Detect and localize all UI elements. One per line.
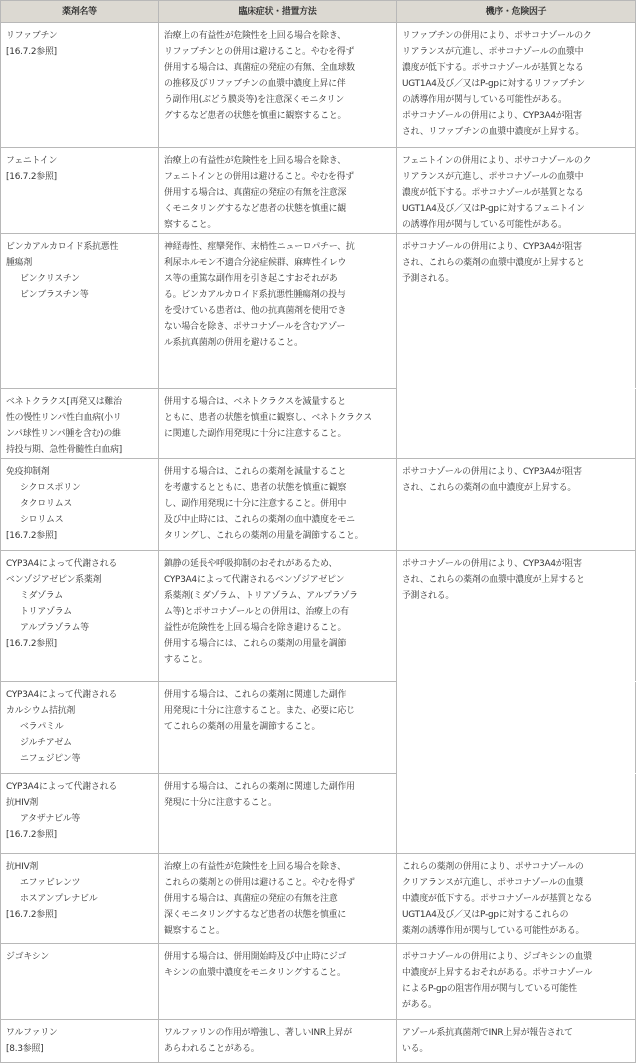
mechanism-text-line: アゾール系抗真菌剤でINR上昇が報告されて: [402, 1028, 573, 1038]
drug-text-line: [16.7.2参照]: [6, 47, 57, 57]
drug-name-cell: [1, 459, 159, 551]
mechanism-text-line: ポサコナゾールの併用により、CYP3A4が阻害: [402, 559, 582, 569]
clinical-text-line: 併用する場合は、ベネトクラクスを減量すると: [164, 397, 346, 407]
drug-text-line: [16.7.2参照]: [6, 172, 57, 182]
drug-name-cell: [1, 389, 159, 459]
mechanism-text-line: され、これらの薬剤の血漿中濃度が上昇すると: [402, 575, 585, 585]
table-row: [1, 389, 636, 459]
clinical-text-line: 用発現に十分に注意すること。また、必要に応じ: [164, 706, 355, 716]
header-clinical-symptoms: 臨床症状・措置方法: [159, 1, 397, 23]
mechanism-text-line: 予測される。: [402, 591, 455, 601]
drug-text-line: ジゴキシン: [6, 952, 50, 962]
drug-text-line: ベネトクラクス[再発又は難治: [6, 397, 122, 407]
mechanism-text-line: 濃度が低下する。ポサコナゾールが基質となる: [402, 63, 584, 73]
table-row: [1, 148, 636, 234]
drug-text-line: ベラパミル: [20, 722, 64, 732]
drug-text-line: ビンブラスチン等: [20, 290, 89, 300]
clinical-text-line: てこれらの薬剤の用量を調節すること。: [164, 722, 321, 732]
header-mechanism: 機序・危険因子: [397, 1, 636, 23]
drug-text-line: ジルチアゼム: [20, 738, 72, 748]
clinical-text-line: くモニタリングするなど患者の状態を慎重に観: [164, 204, 346, 214]
drug-text-line: タクロリムス: [20, 499, 73, 509]
clinical-text-line: 併用する場合は、真菌症の発症の有無を注意深: [164, 188, 347, 198]
clinical-text-line: の推移及びリファブチンの血漿中濃度上昇に伴: [164, 79, 346, 89]
clinical-text-line: ス等の重篤な副作用を引き起こすおそれがあ: [164, 274, 338, 284]
mechanism-text-line: ポサコナゾールの併用により、CYP3A4が阻害: [402, 467, 582, 477]
drug-name-cell: [1, 23, 159, 148]
clinical-text-line: 鎮静の延長や呼吸抑制のおそれがあるため、: [164, 559, 338, 569]
clinical-text-line: 系薬剤(ミダゾラム、トリアゾラム、アルプラゾラ: [164, 591, 358, 601]
mechanism-text-line: リアランスが亢進し、ポサコナゾールの血漿中: [402, 47, 584, 57]
mechanism-text-line: 中濃度が低下する。ポサコナゾールが基質となる: [402, 894, 593, 904]
drug-name-cell: [1, 1020, 159, 1063]
mechanism-text-line: 予測される。: [402, 274, 455, 284]
mechanism-text-line: がある。: [402, 1000, 437, 1010]
table-row: [1, 774, 636, 854]
mechanism-text-line: の誘導作用が関与している可能性がある。: [402, 95, 567, 105]
drug-text-line: 抗HIV剤: [6, 798, 39, 808]
drug-text-line: 性の慢性リンパ性白血病(小リ: [6, 413, 122, 423]
drug-text-line: ワルファリン: [6, 1028, 58, 1038]
clinical-text-line: 治療上の有益性が危険性を上回る場合を除き、: [164, 862, 346, 872]
clinical-text-line: に関連した副作用発現に十分に注意すること。: [164, 429, 347, 439]
mechanism-cell: [397, 682, 636, 774]
table-row: [1, 234, 636, 389]
clinical-text-line: し、副作用発現に十分に注意すること。併用中: [164, 499, 347, 509]
clinical-text-line: 深くモニタリングするなど患者の状態を慎重に: [164, 910, 346, 920]
clinical-text-line: う副作用(ぶどう膜炎等)を注意深くモニタリン: [164, 95, 345, 105]
clinical-text-line: 併用する場合は、これらの薬剤に関連した副作: [164, 690, 347, 700]
clinical-text-line: 神経毒性、痙攣発作、末梢性ニューロパチー、抗: [164, 242, 355, 252]
drug-text-line: ミダゾラム: [20, 591, 64, 601]
table-row: [1, 23, 636, 148]
clinical-text-line: ない場合を除き、ポサコナゾールを含むアゾー: [164, 322, 346, 332]
clinical-text-line: これらの薬剤との併用は避けること。やむを得ず: [164, 878, 355, 888]
clinical-text-line: キシンの血漿中濃度をモニタリングすること。: [164, 968, 346, 978]
table-row: [1, 551, 636, 682]
drug-text-line: CYP3A4によって代謝される: [6, 559, 118, 569]
drug-text-line: ンパ球性リンパ腫を含む)の維: [6, 429, 121, 439]
drug-text-line: [16.7.2参照]: [6, 531, 57, 541]
mechanism-text-line: ポサコナゾールの併用により、CYP3A4が阻害: [402, 111, 582, 121]
drug-text-line: エファビレンツ: [20, 878, 81, 888]
drug-text-line: 腫瘍剤: [6, 258, 33, 268]
drug-text-line: [16.7.2参照]: [6, 910, 57, 920]
mechanism-text-line: され、これらの薬剤の血漿中濃度が上昇すると: [402, 258, 585, 268]
mechanism-cell: [397, 944, 636, 1020]
clinical-symptoms-cell: [159, 682, 397, 774]
drug-text-line: ビンカアルカロイド系抗悪性: [6, 242, 119, 252]
clinical-text-line: 及び中止時には、これらの薬剤の血中濃度をモニ: [164, 515, 355, 525]
clinical-text-line: を考慮するとともに、患者の状態を慎重に観察: [164, 483, 347, 493]
mechanism-text-line: され、これらの薬剤の血中濃度が上昇する。: [402, 483, 577, 493]
drug-text-line: フェニトイン: [6, 156, 58, 166]
mechanism-text-line: 濃度が低下する。ポサコナゾールが基質となる: [402, 188, 584, 198]
drug-text-line: 持投与期、急性骨髄性白血病]: [6, 445, 123, 455]
clinical-text-line: 併用する場合は、これらの薬剤を減量すること: [164, 467, 347, 477]
clinical-text-line: 観察すること。: [164, 926, 225, 936]
clinical-symptoms-cell: [159, 774, 397, 854]
mechanism-cell: [397, 459, 636, 551]
drug-text-line: カルシウム拮抗剤: [6, 706, 76, 716]
drug-text-line: [16.7.2参照]: [6, 639, 57, 649]
clinical-text-line: タリングし、これらの薬剤の用量を調節すること。: [164, 531, 364, 541]
mechanism-text-line: フェニトインの併用により、ポサコナゾールのク: [402, 156, 592, 166]
clinical-text-line: ル系抗真菌剤の併用を避けること。: [164, 338, 303, 348]
clinical-text-line: グするなど患者の状態を慎重に観察すること。: [164, 111, 347, 121]
mechanism-cell: [397, 774, 636, 854]
clinical-symptoms-cell: [159, 1020, 397, 1063]
clinical-symptoms-cell: [159, 459, 397, 551]
table-row: [1, 682, 636, 774]
clinical-text-line: 併用する場合には、これらの薬剤の用量を調節: [164, 639, 347, 649]
mechanism-text-line: これらの薬剤の併用により、ポサコナゾールの: [402, 862, 584, 872]
mechanism-text-line: 中濃度が上昇するおそれがある。ポサコナゾール: [402, 968, 593, 978]
drug-text-line: シクロスポリン: [20, 483, 81, 493]
clinical-symptoms-cell: [159, 854, 397, 944]
clinical-text-line: 察すること。: [164, 220, 217, 230]
mechanism-text-line: UGT1A4及び／又はP-gpに対するフェニトイン: [402, 204, 585, 214]
drug-text-line: アタザナビル等: [20, 814, 81, 824]
clinical-text-line: 併用する場合は、併用開始時及び中止時にジゴ: [164, 952, 347, 962]
clinical-text-line: CYP3A4によって代謝されるベンゾジアゼピン: [164, 575, 345, 585]
mechanism-cell: [397, 389, 636, 459]
clinical-text-line: 発現に十分に注意すること。: [164, 798, 277, 808]
clinical-text-line: る。ビンカアルカロイド系抗悪性腫瘍剤の投与: [164, 290, 346, 300]
drug-name-cell: [1, 148, 159, 234]
drug-text-line: CYP3A4によって代謝される: [6, 690, 118, 700]
drug-text-line: CYP3A4によって代謝される: [6, 782, 118, 792]
drug-text-line: シロリムス: [20, 515, 64, 525]
clinical-text-line: すること。: [164, 655, 208, 665]
clinical-text-line: 利尿ホルモン不適合分泌症候群、麻痺性イレウ: [164, 258, 347, 268]
clinical-symptoms-cell: [159, 551, 397, 682]
mechanism-cell: [397, 23, 636, 148]
drug-text-line: ベンゾジアゼピン系薬剤: [6, 575, 102, 585]
mechanism-text-line: ポサコナゾールの併用により、ジゴキシンの血漿: [402, 952, 592, 962]
drug-text-line: [16.7.2参照]: [6, 830, 57, 840]
drug-text-line: リファブチン: [6, 31, 58, 41]
clinical-text-line: リファブチンとの併用は避けること。やむを得ず: [164, 47, 355, 57]
clinical-symptoms-cell: [159, 944, 397, 1020]
clinical-text-line: を受けている患者は、他の抗真菌剤を使用でき: [164, 306, 347, 316]
drug-name-cell: [1, 682, 159, 774]
mechanism-text-line: によるP-gpの阻害作用が関与している可能性: [402, 984, 577, 994]
mechanism-cell: [397, 148, 636, 234]
drug-name-cell: [1, 551, 159, 682]
mechanism-text-line: UGT1A4及び／又はP-gpに対するリファブチン: [402, 79, 585, 89]
table-row: [1, 459, 636, 551]
table-row: [1, 944, 636, 1020]
clinical-text-line: フェニトインとの併用は避けること。やむを得ず: [164, 172, 354, 182]
clinical-text-line: 治療上の有益性が危険性を上回る場合を除き、: [164, 156, 346, 166]
mechanism-text-line: され、リファブチンの血漿中濃度が上昇する。: [402, 127, 585, 137]
clinical-symptoms-cell: [159, 234, 397, 389]
mechanism-cell: [397, 551, 636, 682]
clinical-symptoms-cell: [159, 23, 397, 148]
clinical-text-line: 併用する場合は、真菌症の発症の有無を注意: [164, 894, 338, 904]
clinical-text-line: 併用する場合は、真菌症の発症の有無、全血球数: [164, 63, 355, 73]
header-drug-name: 薬剤名等: [1, 1, 159, 23]
mechanism-text-line: 薬剤の誘導作用が関与している可能性がある。: [402, 926, 585, 936]
clinical-text-line: 益性が危険性を上回る場合を除き避けること。: [164, 623, 347, 633]
drug-name-cell: [1, 854, 159, 944]
drug-text-line: トリアゾラム: [20, 607, 72, 617]
clinical-text-line: 併用する場合は、これらの薬剤に関連した副作用: [164, 782, 355, 792]
mechanism-cell: [397, 1020, 636, 1063]
drug-name-cell: [1, 774, 159, 854]
table-row: [1, 1020, 636, 1063]
drug-text-line: ホスアンプレナビル: [20, 894, 98, 904]
mechanism-text-line: UGT1A4及び／又はP-gpに対するこれらの: [402, 910, 569, 920]
drug-text-line: ニフェジピン等: [20, 754, 81, 764]
mechanism-text-line: いる。: [402, 1044, 429, 1054]
drug-name-cell: [1, 234, 159, 389]
mechanism-text-line: クリアランスが亢進し、ポサコナゾールの血漿: [402, 878, 584, 888]
clinical-text-line: ム等)とポサコナゾールとの併用は、治療上の有: [164, 607, 349, 617]
clinical-text-line: ワルファリンの作用が増強し、著しいINR上昇が: [164, 1028, 352, 1038]
mechanism-text-line: リファブチンの併用により、ポサコナゾールのク: [402, 31, 592, 41]
clinical-text-line: 治療上の有益性が危険性を上回る場合を除き、: [164, 31, 346, 41]
mechanism-text-line: の誘導作用が関与している可能性がある。: [402, 220, 567, 230]
mechanism-cell: [397, 854, 636, 944]
mechanism-cell: [397, 234, 636, 389]
clinical-symptoms-cell: [159, 389, 397, 459]
drug-text-line: [8.3参照]: [6, 1044, 44, 1054]
drug-name-cell: [1, 944, 159, 1020]
clinical-text-line: ともに、患者の状態を慎重に観察し、ベネトクラクス: [164, 413, 372, 423]
table-header-row: [1, 1, 636, 23]
drug-text-line: ビンクリスチン: [20, 274, 80, 284]
table-row: [1, 854, 636, 944]
drug-text-line: 抗HIV剤: [6, 862, 39, 872]
clinical-text-line: あらわれることがある。: [164, 1044, 260, 1054]
mechanism-text-line: リアランスが亢進し、ポサコナゾールの血漿中: [402, 172, 584, 182]
drug-text-line: アルプラゾラム等: [20, 623, 89, 633]
mechanism-text-line: ポサコナゾールの併用により、CYP3A4が阻害: [402, 242, 582, 252]
clinical-symptoms-cell: [159, 148, 397, 234]
drug-text-line: 免疫抑制剤: [6, 467, 50, 477]
